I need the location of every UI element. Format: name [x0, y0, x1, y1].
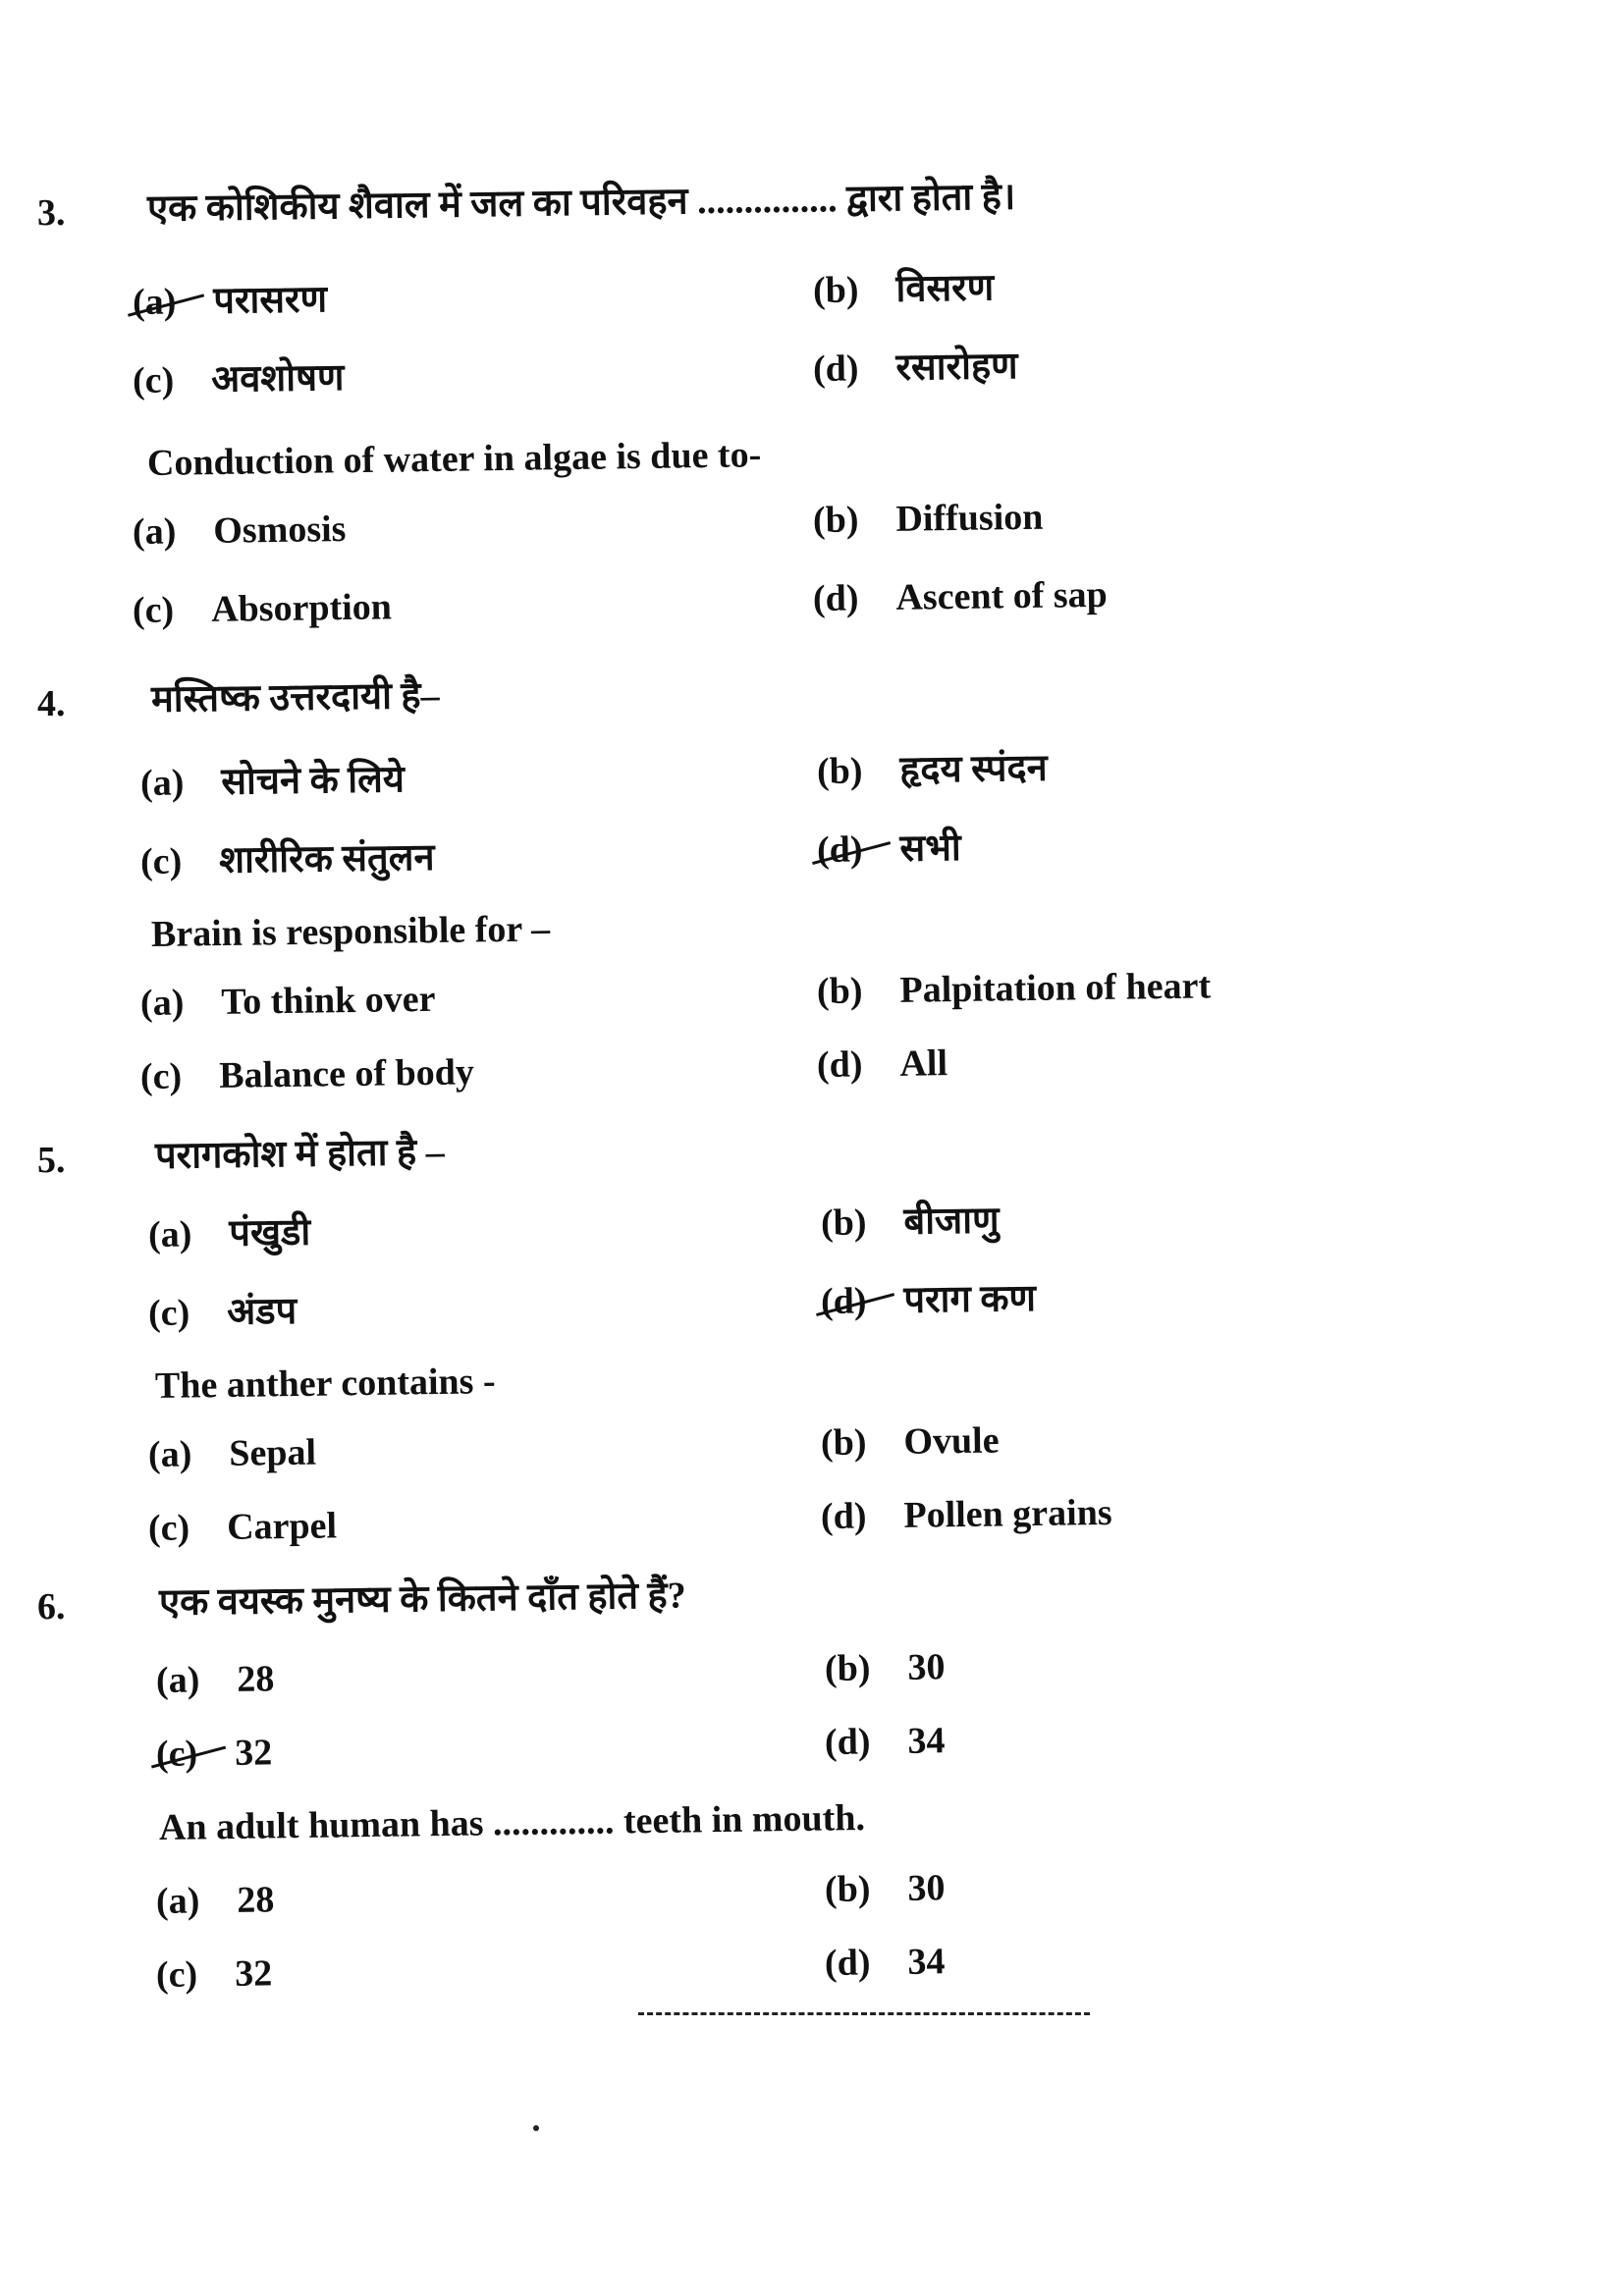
option-label: (d) — [816, 828, 863, 871]
option-english — [156, 1951, 273, 1997]
option-english — [817, 964, 1212, 1013]
option-text: सभी — [899, 827, 962, 870]
question-number: 3. — [37, 192, 66, 234]
option-label: (b) — [824, 1647, 871, 1689]
option-text: रसारोहण — [895, 346, 1018, 389]
question-text-hindi: मस्तिष्क उत्तरदायी है– — [150, 674, 440, 721]
question-number: 5. — [37, 1140, 66, 1181]
option-hindi — [821, 1271, 1037, 1325]
option-text: 28 — [237, 1658, 275, 1700]
option-hindi — [148, 1205, 311, 1258]
option-text: Ovule — [903, 1419, 1000, 1463]
option-text: अंडप — [226, 1290, 298, 1333]
option-english — [156, 1878, 275, 1923]
option-label: (b) — [824, 1868, 871, 1910]
option-label: (b) — [820, 1201, 867, 1244]
option-text: 34 — [907, 1941, 946, 1983]
option-text: अवशोषण — [210, 356, 345, 400]
option-hindi — [156, 1657, 275, 1702]
option-text: Absorption — [210, 586, 393, 630]
option-hindi — [148, 1284, 298, 1337]
option-hindi — [133, 272, 328, 326]
option-label: (d) — [824, 1942, 871, 1984]
option-label: (d) — [820, 1280, 867, 1322]
option-text: 30 — [907, 1646, 946, 1688]
question-text-english: Brain is responsible for – — [150, 908, 551, 955]
question-text-hindi: एक वयस्क मुनष्य के कितने दाँत होते हैं? — [158, 1575, 686, 1624]
option-label: (a) — [132, 281, 177, 323]
option-label: (a) — [132, 510, 177, 553]
option-text: विसरण — [895, 267, 995, 310]
option-text: Pollen grains — [903, 1491, 1112, 1536]
option-hindi — [133, 350, 345, 404]
option-label: (a) — [155, 1880, 200, 1922]
question-number: 6. — [37, 1586, 66, 1628]
option-english — [140, 978, 436, 1025]
option-label: (b) — [820, 1421, 867, 1464]
option-label: (c) — [139, 1055, 183, 1097]
option-label: (a) — [155, 1659, 200, 1701]
option-text: शारीरिक संतुलन — [218, 836, 435, 881]
option-english — [821, 1418, 1000, 1465]
option-text: 32 — [234, 1952, 273, 1995]
option-hindi — [140, 752, 406, 807]
option-hindi — [817, 741, 1048, 795]
option-english — [813, 573, 1108, 620]
option-english — [148, 1431, 317, 1476]
option-label: (d) — [820, 1495, 867, 1537]
option-english — [825, 1940, 946, 1985]
option-hindi — [825, 1645, 946, 1690]
option-text: Balance of body — [218, 1051, 475, 1096]
option-hindi — [825, 1719, 946, 1764]
question-text-hindi: परागकोश में होता है – — [154, 1131, 445, 1177]
option-hindi — [156, 1731, 273, 1776]
option-label: (b) — [812, 499, 859, 541]
end-divider — [638, 2012, 1090, 2015]
option-label: (b) — [816, 750, 863, 792]
option-text: 28 — [237, 1879, 275, 1921]
option-hindi — [140, 830, 435, 885]
option-hindi — [813, 339, 1018, 393]
option-label: (c) — [147, 1507, 190, 1549]
option-english — [817, 1041, 948, 1087]
option-hindi — [817, 821, 961, 874]
option-text: पराग कण — [903, 1277, 1037, 1321]
option-text: 32 — [234, 1732, 273, 1774]
option-label: (a) — [139, 762, 185, 804]
option-label: (c) — [132, 359, 175, 401]
option-english — [148, 1504, 338, 1550]
option-label: (c) — [139, 840, 183, 882]
option-text: Carpel — [226, 1505, 338, 1548]
option-english — [140, 1050, 474, 1098]
option-text: Palpitation of heart — [899, 965, 1212, 1011]
option-label: (d) — [812, 577, 859, 619]
option-label: (b) — [816, 970, 863, 1012]
question-text-english: An adult human has ............. teeth in mouth. — [158, 1796, 866, 1848]
option-text: To think over — [221, 978, 436, 1023]
option-text: Ascent of sap — [895, 573, 1109, 618]
option-label: (a) — [147, 1213, 192, 1255]
option-label: (c) — [155, 1953, 198, 1996]
option-label: (a) — [147, 1433, 192, 1475]
option-text: 34 — [907, 1720, 946, 1762]
option-english — [133, 585, 392, 632]
option-text: बीजाणु — [903, 1200, 1000, 1243]
option-text: हृदय स्पंदन — [899, 747, 1049, 791]
option-label: (c) — [155, 1733, 198, 1775]
option-hindi — [813, 260, 995, 314]
option-text: परासरण — [213, 279, 328, 322]
option-label: (c) — [132, 589, 175, 631]
option-text: Sepal — [229, 1431, 317, 1474]
option-english — [821, 1491, 1112, 1538]
option-english — [133, 507, 347, 554]
question-number: 4. — [37, 683, 66, 724]
option-text: सोचने के लिये — [221, 759, 406, 803]
option-text: Osmosis — [213, 507, 347, 552]
option-label: (c) — [147, 1292, 190, 1334]
option-hindi — [821, 1193, 1000, 1247]
scan-speck — [533, 2125, 539, 2131]
option-label: (d) — [812, 347, 859, 390]
option-text: Diffusion — [895, 496, 1044, 540]
option-english — [813, 496, 1044, 542]
option-text: 30 — [907, 1867, 946, 1909]
question-text-english: The anther contains - — [154, 1361, 496, 1407]
option-label: (d) — [816, 1043, 863, 1086]
option-label: (d) — [824, 1721, 871, 1763]
option-label: (b) — [812, 269, 859, 311]
option-text: पंखुडी — [229, 1211, 311, 1255]
option-label: (a) — [139, 982, 185, 1024]
question-text-hindi: एक कोशिकीय शैवाल में जल का परिवहन ............... द्वारा होता है। — [146, 176, 1016, 230]
option-text: All — [899, 1042, 948, 1085]
option-english — [825, 1866, 946, 1911]
question-text-english: Conduction of water in algae is due to- — [146, 434, 762, 484]
